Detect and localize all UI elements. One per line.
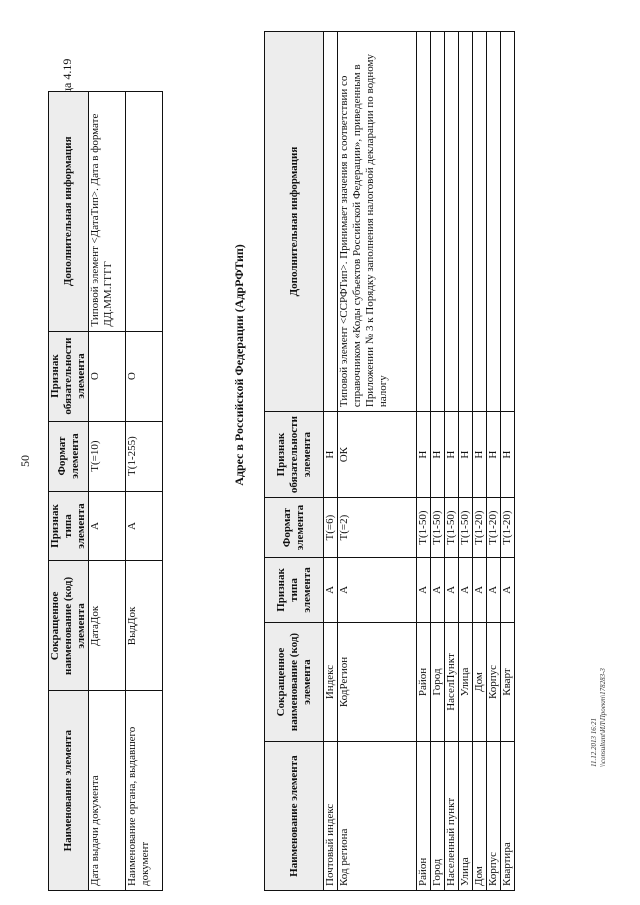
element-code-cell: Индекс xyxy=(324,622,338,741)
element-required-cell: Н xyxy=(417,412,431,498)
table-row xyxy=(459,32,473,891)
element-type-cell: А xyxy=(324,558,338,623)
element-info-cell xyxy=(431,32,445,412)
address-element-table xyxy=(264,31,515,891)
element-name-cell: Корпус xyxy=(487,742,501,891)
element-name-cell: Дата выдачи документа xyxy=(89,691,126,891)
element-code-cell: Корпус xyxy=(487,622,501,741)
table-row xyxy=(487,32,501,891)
file-path-note-line: \\consultant\ИЛ\Проект\178283-3 xyxy=(599,668,607,767)
element-code-cell: ДатаДок xyxy=(89,561,126,691)
element-name-cell: Населенный пункт xyxy=(445,742,459,891)
element-format-cell: Т(1-20) xyxy=(487,498,501,558)
element-name-cell: Почтовый индекс xyxy=(324,742,338,891)
element-type-cell: А xyxy=(459,558,473,623)
element-type-cell: А xyxy=(338,558,417,623)
table-row xyxy=(473,32,487,891)
element-type-cell: А xyxy=(473,558,487,623)
element-required-cell: О xyxy=(126,331,163,421)
header-cell: Наименование элемента xyxy=(265,742,324,891)
element-required-cell: Н xyxy=(445,412,459,498)
table-row xyxy=(431,32,445,891)
element-name-cell: Район xyxy=(417,742,431,891)
element-info-cell xyxy=(417,32,431,412)
element-info-cell xyxy=(445,32,459,412)
element-format-cell: Т(1-50) xyxy=(459,498,473,558)
table-header-row xyxy=(265,32,324,891)
table-row xyxy=(417,32,431,891)
element-name-cell: Город xyxy=(431,742,445,891)
element-info-cell: Типовой элемент <ССРФТип>. Принимает значения в соответствии со справочником «Коды субъектов Российской Федерации», приведенным в Приложении № 3 к Порядку заполнения налоговой декларации по водному налогу xyxy=(338,32,417,412)
header-cell: Сокращенное наименование (код) элемента xyxy=(49,561,89,691)
table-caption: Адрес в Российской Федерации (АдрРФТип) xyxy=(232,244,246,486)
element-name-cell: Код региона xyxy=(338,742,417,891)
element-required-cell: ОК xyxy=(338,412,417,498)
element-info-cell xyxy=(473,32,487,412)
element-type-cell: А xyxy=(487,558,501,623)
element-name-cell: Дом xyxy=(473,742,487,891)
element-type-cell: А xyxy=(501,558,515,623)
element-name-cell: Квартира xyxy=(501,742,515,891)
element-code-cell: КодРегион xyxy=(338,622,417,741)
header-cell: Дополнительная информация xyxy=(49,92,89,332)
file-path-note xyxy=(590,668,608,767)
element-format-cell: Т(=10) xyxy=(89,421,126,491)
element-format-cell: Т(1-50) xyxy=(417,498,431,558)
element-info-cell xyxy=(487,32,501,412)
header-cell: Наименование элемента xyxy=(49,691,89,891)
table-row xyxy=(338,32,417,891)
element-required-cell: Н xyxy=(459,412,473,498)
table-row xyxy=(501,32,515,891)
element-type-cell: А xyxy=(445,558,459,623)
element-name-cell: Улица xyxy=(459,742,473,891)
header-cell: Сокращенное наименование (код) элемента xyxy=(265,622,324,741)
header-cell: Признак обязательности элемента xyxy=(49,331,89,421)
element-format-cell: Т(1-50) xyxy=(431,498,445,558)
element-type-cell: А xyxy=(89,491,126,561)
element-code-cell: Кварт xyxy=(501,622,515,741)
element-format-cell: Т(1-50) xyxy=(445,498,459,558)
element-code-cell: Район xyxy=(417,622,431,741)
element-required-cell: О xyxy=(89,331,126,421)
table-row xyxy=(445,32,459,891)
element-type-cell: А xyxy=(431,558,445,623)
element-required-cell: Н xyxy=(473,412,487,498)
element-type-cell: А xyxy=(126,491,163,561)
header-cell: Признак обязательности элемента xyxy=(265,412,324,498)
element-code-cell: НаселПункт xyxy=(445,622,459,741)
element-table-document xyxy=(48,91,163,891)
header-cell: Формат элемента xyxy=(265,498,324,558)
element-code-cell: Дом xyxy=(473,622,487,741)
element-format-cell: Т(1-255) xyxy=(126,421,163,491)
element-required-cell: Н xyxy=(487,412,501,498)
element-info-cell xyxy=(324,32,338,412)
element-required-cell: Н xyxy=(501,412,515,498)
table-row xyxy=(324,32,338,891)
header-cell: Признак типа элемента xyxy=(265,558,324,623)
element-info-cell xyxy=(126,92,163,332)
element-format-cell: Т(=2) xyxy=(338,498,417,558)
element-code-cell: Улица xyxy=(459,622,473,741)
element-code-cell: Город xyxy=(431,622,445,741)
element-info-cell: Типовой элемент <ДатаТип>. Дата в формате ДД.ММ.ГГГГ xyxy=(89,92,126,332)
element-code-cell: ВыдДок xyxy=(126,561,163,691)
header-cell: Формат элемента xyxy=(49,421,89,491)
element-required-cell: Н xyxy=(431,412,445,498)
table-row xyxy=(126,92,163,891)
element-type-cell: А xyxy=(417,558,431,623)
header-cell: Признак типа элемента xyxy=(49,491,89,561)
table-row xyxy=(89,92,126,891)
element-required-cell: Н xyxy=(324,412,338,498)
element-name-cell: Наименование органа, выдавшего документ xyxy=(126,691,163,891)
element-format-cell: Т(=6) xyxy=(324,498,338,558)
element-info-cell xyxy=(501,32,515,412)
element-format-cell: Т(1-20) xyxy=(473,498,487,558)
element-format-cell: Т(1-20) xyxy=(501,498,515,558)
element-info-cell xyxy=(459,32,473,412)
file-path-note-line: 11.12.2013 16:21 xyxy=(590,717,598,767)
table-header-row xyxy=(49,92,89,891)
page-number: 50 xyxy=(18,455,32,467)
header-cell: Дополнительная информация xyxy=(265,32,324,412)
